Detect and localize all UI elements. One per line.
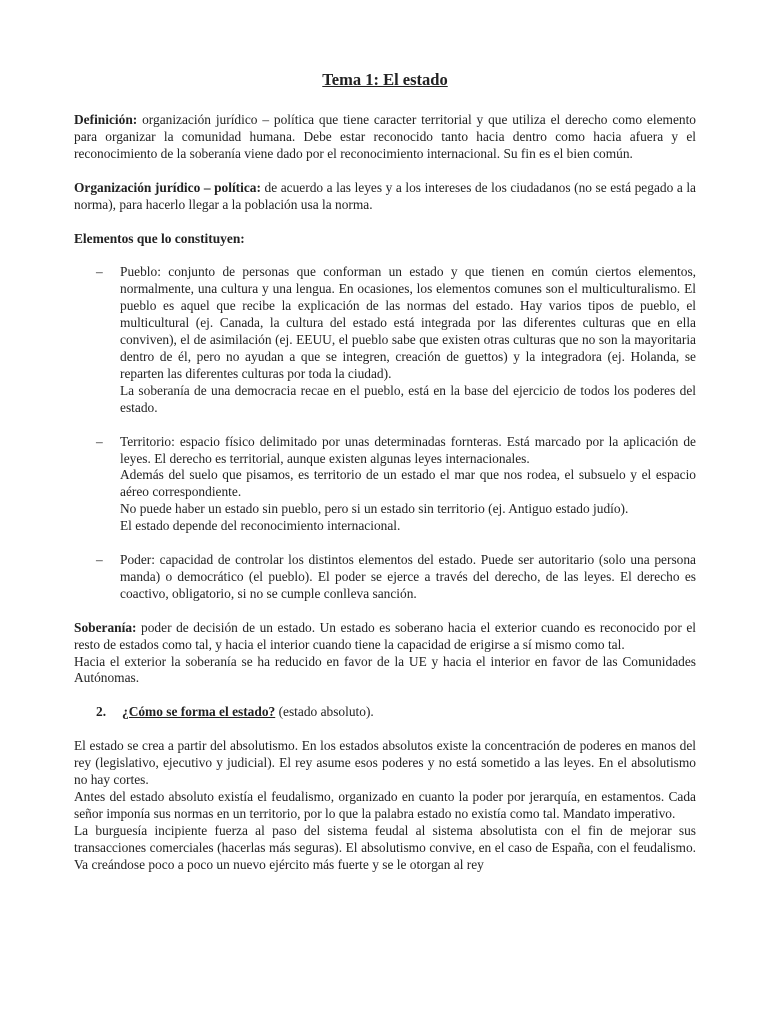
list-item-text: No puede haber un estado sin pueblo, pero si un estado sin territorio (ej. Antiguo estado judío). <box>120 501 629 517</box>
list-item-text: Territorio: espacio físico delimitado por unas determinadas fornteras. Está marcado por la aplicación de leyes. El derecho es territorial, aunque existen algunas leyes internacionales. <box>120 433 696 466</box>
soberania-text: poder de decisión de un estado. Un estado es soberano hacia el exterior cuando es reconocido por el resto de estados como tal, y hacia el interior cuando tiene la capacidad de erigirse a sí mismo como tal. <box>74 619 696 652</box>
list-item-pueblo <box>74 264 696 416</box>
list-item-text: Además del suelo que pisamos, es territorio de un estado el mar que nos rodea, el subsuelo y el espacio aéreo correspondiente. <box>120 467 696 500</box>
soberania-paragraph <box>74 620 696 654</box>
elementos-list <box>74 264 696 602</box>
body-paragraph: El estado se crea a partir del absolutismo. En los estados absolutos existe la concentración de poderes en manos del rey (legislativo, ejecutivo y judicial). El rey asume esos poderes y no está sometido a las leyes. En el absolutismo no hay cortes. <box>74 738 696 788</box>
list-item-text: La soberanía de una democracia recae en el pueblo, está en la base del ejercicio de todos los poderes del estado. <box>120 382 696 415</box>
page-title: Tema 1: El estado <box>322 70 448 89</box>
definicion-text: organización jurídico – política que tiene caracter territorial y que utiliza el derecho como elemento para organizar la comunidad humana. Debe estar reconocido tanto hacia dentro como hacia afuera y el reconocimiento de la soberanía viene dado por el reconocimiento internacional. Su fin es el bien común. <box>74 112 696 161</box>
definicion-paragraph <box>74 112 696 163</box>
section-number: 2. <box>96 704 107 720</box>
section-heading-text: ¿Cómo se forma el estado? <box>122 704 276 720</box>
elementos-heading <box>74 231 696 248</box>
list-item-text: Poder: capacidad de controlar los distintos elementos del estado. Puede ser autoritario (solo una persona manda) o democrático (el pueblo). El poder se ejerce a través del derecho, de las leyes. El derecho es coactivo, obligatorio, si no se cumple conlleva sanción. <box>120 552 696 601</box>
definicion-label: Definición: <box>74 112 138 127</box>
list-item-poder <box>74 552 696 603</box>
soberania-paragraph-2: Hacia el exterior la soberanía se ha reducido en favor de la UE y hacia el interior en favor de las Comunidades Autónomas. <box>74 653 696 686</box>
dash-bullet: – <box>96 433 103 449</box>
organizacion-label: Organización jurídico – política: <box>74 179 261 195</box>
dash-bullet: – <box>96 264 103 280</box>
list-item-text: Pueblo: conjunto de personas que conforman un estado y que tienen en común ciertos elementos, normalmente, una cultura y una lengua. En ocasiones, los elementos comunes son el multiculturalismo. El pueblo es aquel que recibe la explicación de las normas del estado. Hay varios tipos de pueblo, el multicultural (ej. Canada, la cultura del estado está integrada por las diferentes culturas que en ella conviven), el de asimilación (ej. EEUU, el pueblo sabe que existen otras culturas que no son la mayoritaria dentro de él, pero no ayudan a que se integren, creación de guettos) y la integradora (ej. Holanda, se reparten las diferentes culturas por toda la ciudad). <box>120 264 696 381</box>
list-item-text: El estado depende del reconocimiento internacional. <box>120 518 401 534</box>
section-2-heading <box>74 704 696 721</box>
dash-bullet: – <box>96 552 103 568</box>
body-paragraph: La burguesía incipiente fuerza al paso del sistema feudal al sistema absolutista con el fin de mejorar sus transacciones comerciales (hacerlas más seguras). El absolutismo convive, en el caso de España, con el feudalismo. Va creándose poco a poco un nuevo ejército más fuerte y se le otorgan al rey <box>74 822 696 872</box>
soberania-label: Soberanía: <box>74 619 137 635</box>
section-heading-suffix: (estado absoluto). <box>275 704 374 720</box>
organizacion-text: de acuerdo a las leyes y a los intereses de los ciudadanos (no se está pegado a la norma), para hacerlo llegar a la población usa la norma. <box>74 179 696 212</box>
list-item-territorio <box>74 434 696 535</box>
body-paragraph: Antes del estado absoluto existía el feudalismo, organizado en cuanto la poder por jerarquía, en estamentos. Cada señor imponía sus normas en un territorio, por lo que la palabra estado no existía como tal. Mandato imperativo. <box>74 789 696 821</box>
organizacion-paragraph <box>74 180 696 214</box>
elementos-heading-text: Elementos que lo constituyen: <box>74 230 245 246</box>
